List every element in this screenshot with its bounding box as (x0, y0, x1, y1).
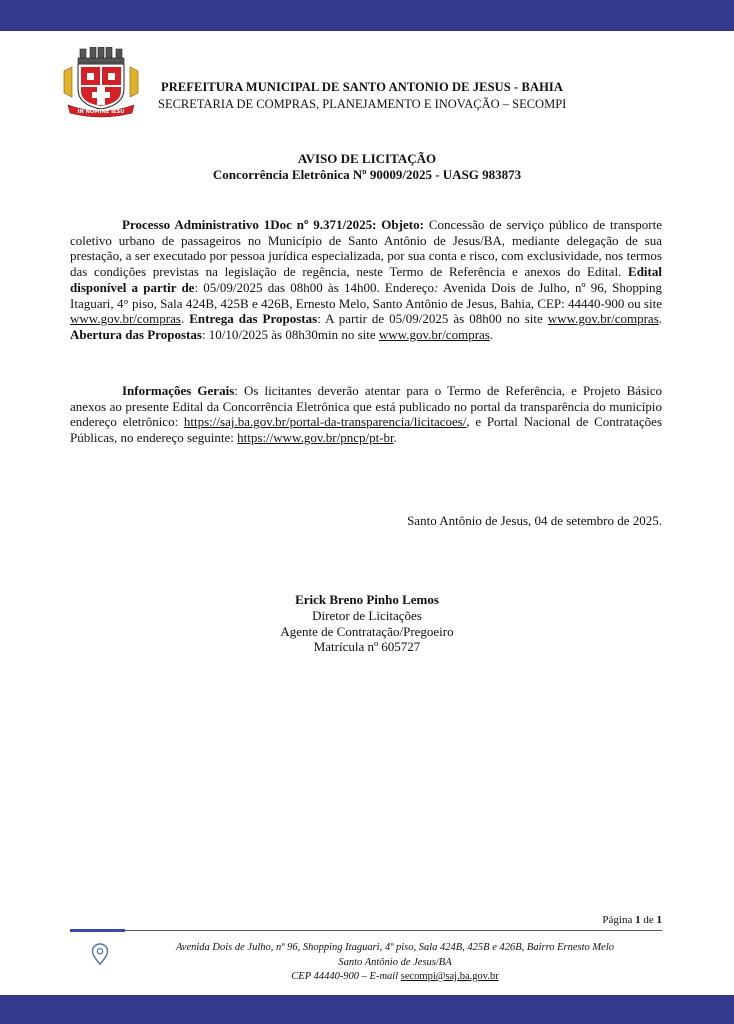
footer-address (100, 941, 690, 985)
municipal-crest-icon (60, 47, 142, 119)
footer-divider (70, 930, 662, 931)
entrega-label: Entrega das Propostas (189, 311, 318, 327)
date-line: Santo Antônio de Jesus, 04 de setembro de 2025. (407, 513, 662, 528)
page-label: Página (602, 914, 636, 926)
org-name: PREFEITURA MUNICIPAL DE SANTO ANTONIO DE JESUS - BAHIA (161, 80, 563, 94)
compras-link-1[interactable]: www.gov.br/compras (70, 311, 181, 327)
footer-cep: CEP 44440-900 – E-mail (291, 971, 401, 982)
document-title (0, 151, 734, 183)
compras-link-2[interactable]: www.gov.br/compras (547, 311, 659, 327)
title-line-1: AVISO DE LICITAÇÃO (297, 151, 437, 166)
entrega-text: : A partir de 05/09/2025 às 08h00 no site (317, 311, 548, 327)
letterhead (158, 80, 718, 112)
email-link[interactable]: secompi@saj.ba.gov.br (400, 971, 499, 982)
page-total: 1 (656, 914, 662, 926)
footer-line-3 (100, 970, 690, 985)
address-text: Avenida Dois de Julho, nº 96, Shopping Itaguari, 4° piso, Sala 424B, 425B e 426B, Ernesto Melo, Santo Antônio de Jesus, Bahia, CEP: 44440-900 ou site (70, 279, 662, 311)
footer-divider-accent (70, 929, 125, 932)
paragraph-general-info: Informações Gerais: Os licitantes deverão atentar para o Termo de Referência, e Projeto Básico anexos ao presente Edital da Concorrência Eletrônica que está publicado no portal da transparência do município endereço eletrônico: https://saj.ba.gov.br/portal-da-transparencia/licitacoes/, e Portal Nacional de Contratações Públicas, no endereço seguinte: https://www.gov.br/pncp/pt-br. (70, 383, 663, 446)
process-label: Processo Administrativo 1Doc nº 9.371/2025: Objeto: (122, 217, 424, 232)
signature-block (0, 592, 734, 655)
page-current: 1 (635, 914, 641, 926)
pncp-text: , e Portal Nacional de Contratações Públicas, no endereço seguinte: (70, 414, 662, 446)
edital-text: : 05/09/2025 das 08h00 às 14h00. Endereço (194, 279, 434, 295)
page-of: de (640, 914, 657, 926)
bottom-color-bar (0, 995, 734, 1024)
title-line-2: Concorrência Eletrônica Nº 90009/2025 - UASG 983873 (212, 167, 522, 182)
edital-label: Edital disponível a partir de (70, 264, 662, 295)
footer-line-1: Avenida Dois de Julho, nº 96, Shopping Itaguari, 4º piso, Sala 424B, 425B e 426B, Bairro Ernesto Melo (175, 942, 615, 953)
paragraph-process: Processo Administrativo 1Doc nº 9.371/2025: Objeto: Concessão de serviço público de transporte coletivo urbano de passageiros no Município de Santo Antônio de Jesus/BA, mediante delegação de sua prestação, a ser executado por pessoa jurídica especializada, por sua conta e risco, com exclusividade, nos termos das condições previstas na legislação de regência, neste Termo de Referência e anexos do Edital. Edital disponível a partir de: 05/09/2025 das 08h00 às 14h00. Endereço: Avenida Dois de Julho, nº 96, Shopping Itaguari, 4° piso, Sala 424B, 425B e 426B, Ernesto Melo, Santo Antônio de Jesus, Bahia, CEP: 44440-900 ou site www.gov.br/compras. Entrega das Propostas: A partir de 05/09/2025 às 08h00 no site www.gov.br/compras. Abertura das Propostas: 10/10/2025 às 08h30min no site www.gov.br/compras. (70, 217, 663, 342)
general-info-label: Informações Gerais (122, 383, 235, 398)
crest-motto: IN NOMINE IESU (77, 109, 125, 115)
signer-name: Erick Breno Pinho Lemos (295, 592, 439, 607)
signer-registration: Matrícula nº 605727 (313, 639, 421, 655)
pncp-link[interactable]: https://www.gov.br/pncp/pt-br (237, 430, 394, 446)
compras-link-3[interactable]: www.gov.br/compras (378, 326, 490, 342)
object-text: Concessão de serviço público de transporte coletivo urbano de passageiros no Município de Santo Antônio de Jesus/BA, mediante delegação de sua prestação, a ser executado por pessoa jurídica especializada, por sua conta e risco, com exclusividade, nos termos das condições previstas na legislação de regência, neste Termo de Referência e anexos do Edital. (70, 217, 663, 280)
signer-role-1: Diretor de Licitações (312, 607, 422, 623)
signer-role-2: Agente de Contratação/Pregoeiro (280, 623, 454, 639)
transparency-portal-link[interactable]: https://saj.ba.gov.br/portal-da-transparencia/licitacoes/ (183, 414, 467, 430)
top-color-bar (0, 0, 734, 31)
dept-name: SECRETARIA DE COMPRAS, PLANEJAMENTO E INOVAÇÃO – SECOMPI (158, 97, 567, 111)
general-info-text: : Os licitantes deverão atentar para o Termo de Referência, e Projeto Básico anexos ao presente Edital da Concorrência Eletrônica que está publicado no portal da transparência do município endereço eletrônico: (70, 383, 663, 430)
footer-line-2: Santo Antônio de Jesus/BA (338, 956, 452, 968)
abertura-text: : 10/10/2025 às 08h30min no site (201, 326, 379, 342)
page-number (602, 914, 662, 926)
abertura-label: Abertura das Propostas (70, 326, 202, 342)
